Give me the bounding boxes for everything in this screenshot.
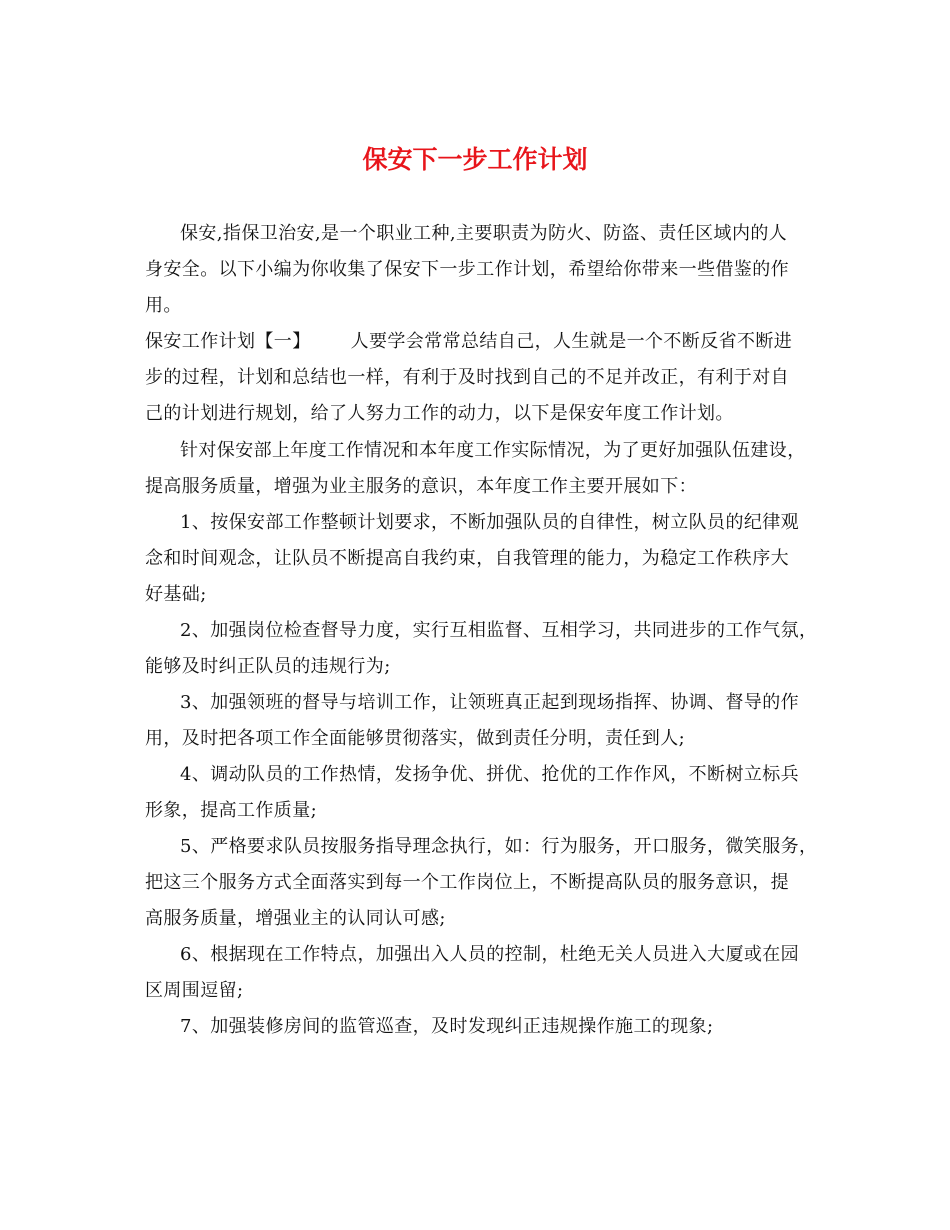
section-heading: 保安工作计划【一】 bbox=[145, 331, 311, 352]
item-4-line-1: 4、调动队员的工作热情，发扬争优、拼优、抢优的工作作风，不断树立标兵 bbox=[180, 764, 800, 785]
item-3-line-1: 3、加强领班的督导与培训工作，让领班真正起到现场指挥、协调、督导的作 bbox=[180, 692, 800, 713]
item-2-line-1: 2、加强岗位检查督导力度，实行互相监督、互相学习，共同进步的工作气氛， bbox=[180, 620, 818, 641]
item-1-line-1: 1、按保安部工作整顿计划要求，不断加强队员的自律性，树立队员的纪律观 bbox=[180, 512, 800, 533]
overview-line-1: 针对保安部上年度工作情况和本年度工作实际情况，为了更好加强队伍建设， bbox=[180, 440, 806, 461]
overview-line-2: 提高服务质量，增强为业主服务的意识，本年度工作主要开展如下： bbox=[145, 476, 697, 497]
intro-line-1: 保安,指保卫治安,是一个职业工种,主要职责为防火、防盗、责任区域内的人 bbox=[180, 223, 788, 244]
item-5-line-2: 把这三个服务方式全面落实到每一个工作岗位上，不断提高队员的服务意识，提 bbox=[145, 872, 789, 893]
item-1-line-2: 念和时间观念，让队员不断提高自我约束，自我管理的能力，为稳定工作秩序大 bbox=[145, 548, 789, 569]
section-intro-line-2: 步的过程，计划和总结也一样，有利于及时找到自己的不足并改正，有利于对自 bbox=[145, 367, 789, 388]
intro-line-2: 身安全。以下小编为你收集了保安下一步工作计划，希望给你带来一些借鉴的作 bbox=[145, 259, 789, 280]
section-intro-line-1: 人要学会常常总结自己，人生就是一个不断反省不断进 bbox=[350, 331, 793, 352]
section-heading-row bbox=[145, 330, 792, 354]
item-5-line-1: 5、严格要求队员按服务指导理念执行，如：行为服务，开口服务，微笑服务， bbox=[180, 836, 818, 857]
item-6-line-2: 区周围逗留; bbox=[145, 980, 244, 1001]
item-6-line-1: 6、根据现在工作特点，加强出入人员的控制，杜绝无关人员进入大厦或在园 bbox=[180, 944, 800, 965]
section-intro-line-3: 己的计划进行规划，给了人努力工作的动力，以下是保安年度工作计划。 bbox=[145, 403, 734, 424]
item-3-line-2: 用，及时把各项工作全面能够贯彻落实，做到责任分明，责任到人; bbox=[145, 728, 686, 749]
item-1-line-3: 好基础; bbox=[145, 584, 207, 605]
intro-line-3: 用。 bbox=[145, 295, 182, 316]
document-title: 保安下一步工作计划 bbox=[362, 145, 588, 174]
item-2-line-2: 能够及时纠正队员的违规行为; bbox=[145, 656, 391, 677]
item-5-line-3: 高服务质量，增强业主的认同认可感; bbox=[145, 908, 446, 929]
item-4-line-2: 形象，提高工作质量; bbox=[145, 800, 318, 821]
item-7-line-1: 7、加强装修房间的监管巡查，及时发现纠正违规操作施工的现象; bbox=[180, 1016, 714, 1037]
